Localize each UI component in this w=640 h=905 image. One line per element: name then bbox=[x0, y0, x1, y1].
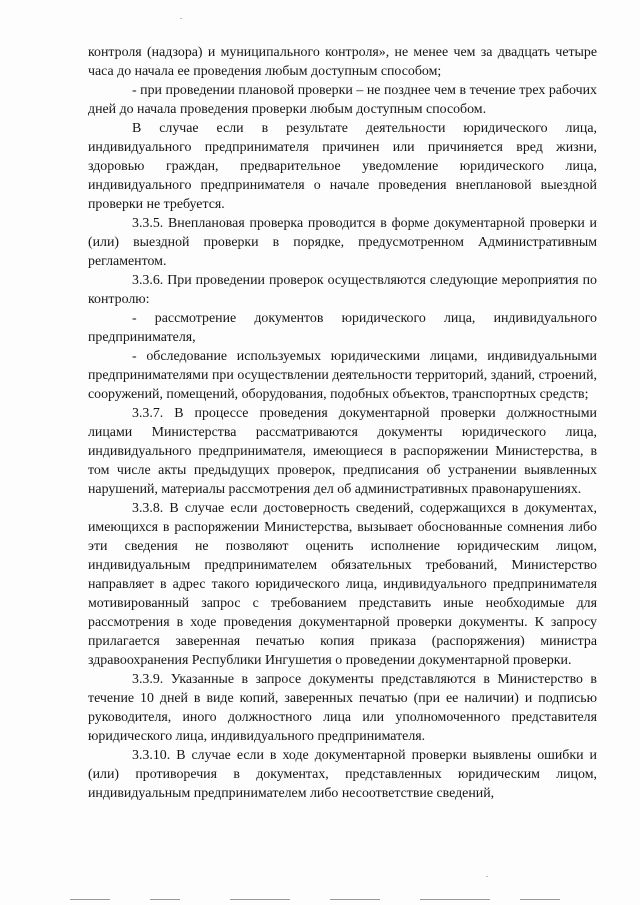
paragraph-3-3-5: 3.3.5. Внеплановая проверка проводится в форме документарной проверки и (или) выездной проверки в порядке, предусмотренном Административным регламентом. bbox=[88, 216, 597, 269]
paragraph-3-3-7: 3.3.7. В процессе проведения документарной проверки должностными лицами Министерства рассматриваются документы юридического лица, индивидуального предпринимателя, имеющиеся в распоряжении Министерства, в том числе акты предыдущих проверок, предписания об устранении выявленных нарушений, материалы рассмотрения дел об административных правонарушениях. bbox=[88, 406, 597, 497]
paragraph-3-3-8: 3.3.8. В случае если достоверность сведений, содержащихся в документах, имеющихся в распоряжении Министерства, вызывает обоснованные сомнения либо эти сведения не позволяют оценить исполнение юридическим лицом, индивидуальным предпринимателем обязательных требований, Министерство направляет в адрес такого юридического лица, индивидуального предпринимателя мотивированный запрос с требованием представить иные необходимые для рассмотрения в ходе проведения документарной проверки документы. К запросу прилагается заверенная печатью копия приказа (распоряжения) министра здравоохранения Республики Ингушетия о проведении документарной проверки. bbox=[88, 501, 597, 668]
scan-speck bbox=[180, 18, 182, 19]
document-body bbox=[88, 43, 597, 803]
paragraph-list-item-2: - обследование используемых юридическими лицами, индивидуальными предпринимателями при осуществлении деятельности территорий, зданий, строений, сооружений, помещений, оборудования, подобных объектов, транспортных средств; bbox=[88, 349, 597, 402]
paragraph-3: В случае если в результате деятельности юридического лица, индивидуального предпринимателя причинен или причиняется вред жизни, здоровью граждан, предварительное уведомление юридического лица, индивидуального предпринимателя о начале проведения внеплановой выездной проверки не требуется. bbox=[88, 121, 597, 212]
scan-bottom-edge bbox=[0, 893, 640, 905]
paragraph-2: - при проведении плановой проверки – не позднее чем в течение трех рабочих дней до начала проведения проверки любым доступным способом. bbox=[88, 83, 597, 117]
scan-speck bbox=[486, 876, 488, 877]
paragraph-list-item-1: - рассмотрение документов юридического лица, индивидуального предпринимателя, bbox=[88, 311, 597, 345]
paragraph-3-3-9: 3.3.9. Указанные в запросе документы представляются в Министерство в течение 10 дней в виде копий, заверенных печатью (при ее наличии) и подписью руководителя, иного должностного лица или уполномоченного представителя юридического лица, индивидуального предпринимателя. bbox=[88, 672, 597, 744]
paragraph-3-3-6: 3.3.6. При проведении проверок осуществляются следующие мероприятия по контролю: bbox=[88, 273, 597, 307]
paragraph-1: контроля (надзора) и муниципального контроля», не менее чем за двадцать четыре часа до начала ее проведения любым доступным способом; bbox=[88, 45, 597, 79]
paragraph-3-3-10: 3.3.10. В случае если в ходе документарной проверки выявлены ошибки и (или) противоречия в документах, представленных юридическим лицом, индивидуальным предпринимателем либо несоответствие сведений, bbox=[88, 748, 597, 801]
